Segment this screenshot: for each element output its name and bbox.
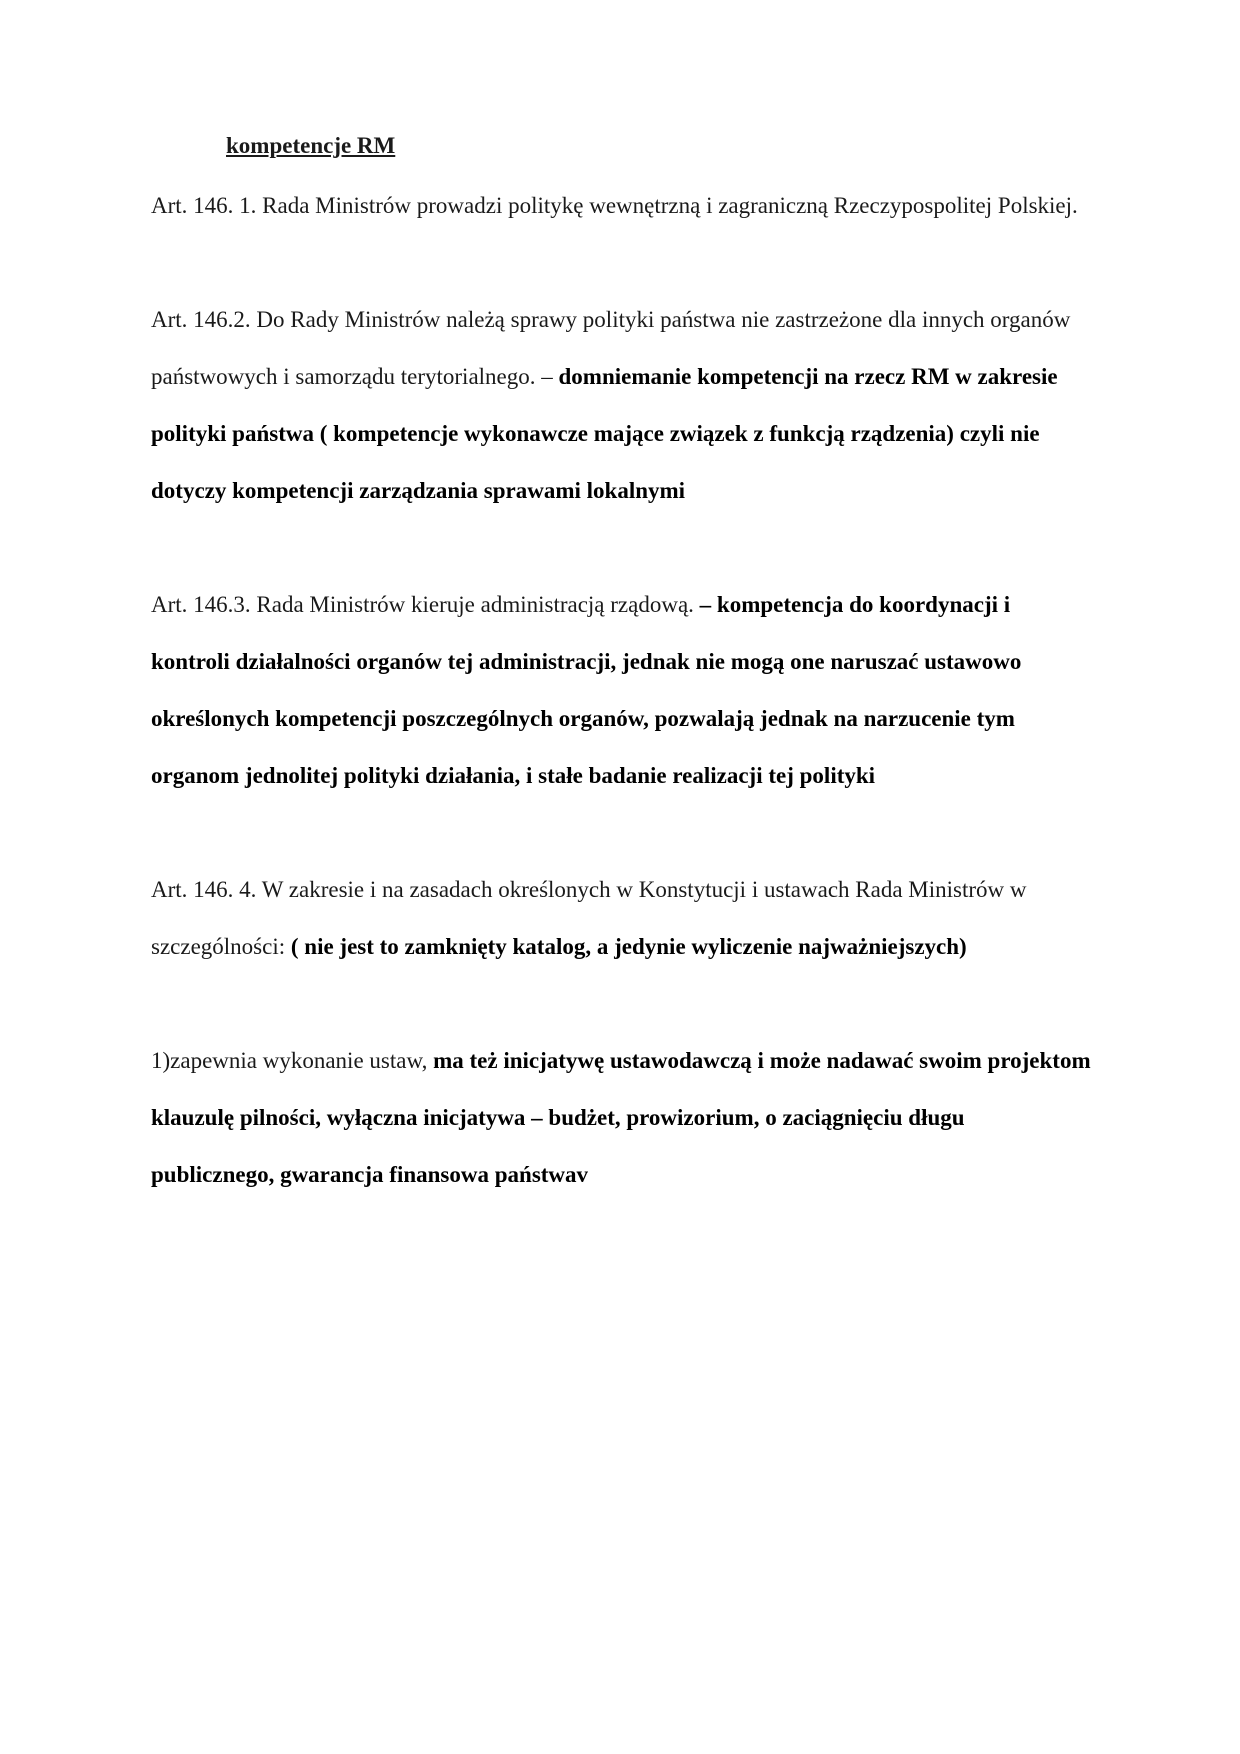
paragraph-text: 1)zapewnia wykonanie ustaw, — [151, 1048, 434, 1073]
paragraph-text: Art. 146.3. Rada Ministrów kieruje administracją rządową. — [151, 592, 700, 617]
paragraph-art-146-2 — [151, 291, 1091, 519]
paragraph-spacer — [151, 975, 1091, 1032]
paragraph-item-1 — [151, 1032, 1091, 1203]
paragraph-text: Art. 146. 4. W zakresie i na zasadach określonych w Konstytucji i ustawach Rada Ministrów w szczególności: — [151, 877, 1027, 959]
paragraph-art-146-4 — [151, 861, 1091, 975]
paragraph-commentary: ( nie jest to zamknięty katalog, a jedynie wyliczenie najważniejszych) — [290, 934, 967, 959]
paragraph-commentary: – kompetencja do koordynacji i kontroli działalności organów tej administracji, jednak nie mogą one naruszać ustawowo określonych kompetencji poszczególnych organów, pozwalają jednak na narzucenie tym organom jednolitej polityki działania, i stałe badanie realizacji tej polityki — [151, 592, 1022, 788]
paragraph-text: Art. 146.2. Do Rady Ministrów należą sprawy polityki państwa nie zastrzeżone dla innych organów państwowych i samorządu terytorialnego. – — [151, 307, 1071, 389]
paragraph-art-146-1 — [151, 177, 1091, 234]
paragraph-spacer — [151, 519, 1091, 576]
paragraph-commentary: domniemanie kompetencji na rzecz RM w zakresie polityki państwa ( kompetencje wykonawcze mające związek z funkcją rządzenia) czyli nie dotyczy kompetencji zarządzania sprawami lokalnymi — [151, 364, 1058, 503]
paragraph-commentary: ma też inicjatywę ustawodawczą i może nadawać swoim projektom klauzulę pilności, wyłączna inicjatywa – budżet, prowizorium, o zaciągnięciu długu publicznego, gwarancja finansowa państwav — [151, 1048, 1091, 1187]
paragraph-art-146-3 — [151, 576, 1091, 804]
paragraph-text: Art. 146. 1. Rada Ministrów prowadzi politykę wewnętrzną i zagraniczną Rzeczypospolitej Polskiej. — [151, 193, 1078, 218]
paragraph-spacer — [151, 234, 1091, 291]
paragraph-spacer — [151, 804, 1091, 861]
document-title: kompetencje RM — [226, 133, 396, 158]
document-body — [151, 132, 1091, 1203]
